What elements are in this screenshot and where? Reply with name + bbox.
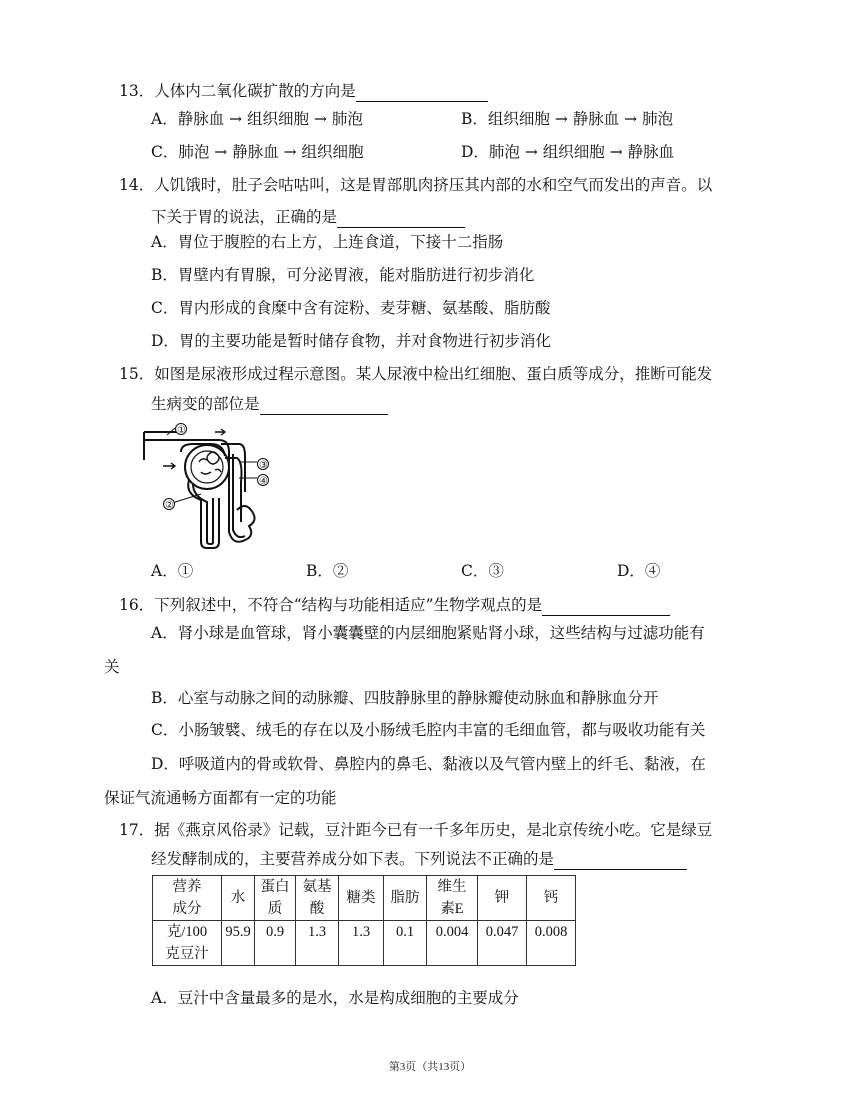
question-17-stem-line1: 17．据《燕京风俗录》记载，豆汁距今已有一千多年历史，是北京传统小吃。它是绿豆 [119, 821, 713, 839]
table-cell: 0.008 [527, 921, 576, 966]
question-14-text: 下关于胃的说法，正确的是 [151, 208, 338, 226]
table-row-label: 克/100 克豆汁 [153, 921, 222, 966]
question-14-stem-line1: 14．人饥饿时，肚子会咕咕叫，这是胃部肌肉挤压其内部的水和空气而发出的声音。以 [119, 176, 713, 194]
question-15-text: 生病变的部位是 [151, 395, 260, 413]
option-c: C．小肠皱襞、绒毛的存在以及小肠绒毛腔内丰富的毛细血管，都与吸收功能有关 [151, 721, 706, 739]
table-cell: 0.9 [255, 921, 296, 966]
table-cell: 95.9 [222, 921, 255, 966]
table-header-cell: 氨基 酸 [296, 876, 339, 921]
option-b: B．心室与动脉之间的动脉瓣、四肢静脉里的静脉瓣使动脉血和静脉血分开 [151, 689, 659, 707]
label-1: ① [177, 425, 186, 436]
question-13-text: 13．人体内二氧化碳扩散的方向是 [119, 82, 356, 100]
answer-blank [542, 598, 670, 616]
table-header-cell: 糖类 [339, 876, 384, 921]
table-header-row [153, 876, 576, 921]
table-header-cell: 水 [222, 876, 255, 921]
answer-blank [554, 852, 687, 870]
table-cell: 0.004 [427, 921, 478, 966]
option-d-line2: 保证气流通畅方面都有一定的功能 [104, 789, 337, 807]
table-cell: 1.3 [339, 921, 384, 966]
answer-blank [337, 210, 465, 228]
question-14-stem-line2 [151, 206, 465, 228]
table-header-cell: 营养 成分 [153, 876, 222, 921]
answer-blank [260, 397, 388, 415]
question-15-stem-line2 [151, 393, 388, 415]
option-b: B．② [306, 562, 349, 580]
urine-formation-diagram [141, 422, 291, 552]
option-d-line1: D．呼吸道内的骨或软骨、鼻腔内的鼻毛、黏液以及气管内壁上的纤毛、黏液，在 [151, 755, 706, 773]
table-header-cell: 蛋白 质 [255, 876, 296, 921]
table-cell: 0.1 [384, 921, 427, 966]
table-cell: 0.047 [478, 921, 527, 966]
option-d: D．④ [617, 562, 661, 580]
option-a: A．豆汁中含量最多的是水，水是构成细胞的主要成分 [151, 989, 519, 1007]
option-a: A．胃位于腹腔的右上方，上连食道，下接十二指肠 [151, 233, 504, 251]
table-header-cell: 钾 [478, 876, 527, 921]
question-13-options-row1 [0, 108, 860, 130]
option-c: C．肺泡 → 静脉血 → 组织细胞 [151, 143, 364, 161]
table-header-cell: 维生 素E [427, 876, 478, 921]
page-footer: 第3页（共13页） [388, 1061, 472, 1073]
question-17-stem-line2 [151, 848, 687, 870]
table-header-cell: 脂肪 [384, 876, 427, 921]
table-cell: 1.3 [296, 921, 339, 966]
option-d: D．胃的主要功能是暂时储存食物，并对食物进行初步消化 [151, 332, 551, 350]
option-b: B．组织细胞 → 静脉血 → 肺泡 [461, 110, 674, 128]
answer-blank [356, 84, 488, 102]
option-a-line2: 关 [104, 658, 120, 676]
nutrition-table [152, 875, 576, 966]
label-2: ② [165, 500, 174, 511]
option-c: C．胃内形成的食糜中含有淀粉、麦芽糖、氨基酸、脂肪酸 [151, 299, 551, 317]
option-c: C．③ [461, 562, 504, 580]
option-a: A．① [151, 562, 194, 580]
question-17-text: 经发酵制成的，主要营养成分如下表。下列说法不正确的是 [151, 850, 555, 868]
option-a: A．静脉血 → 组织细胞 → 肺泡 [151, 110, 363, 128]
question-13-stem [119, 80, 488, 102]
question-16-text: 16．下列叙述中，不符合“结构与功能相适应”生物学观点的是 [119, 596, 543, 614]
label-4: ④ [259, 476, 268, 487]
table-row [153, 921, 576, 966]
label-3: ③ [259, 460, 268, 471]
question-13-options-row2 [0, 141, 860, 163]
option-d: D．肺泡 → 组织细胞 → 静脉血 [461, 143, 675, 161]
table-header-cell: 钙 [527, 876, 576, 921]
question-15-options [0, 560, 860, 582]
question-15-stem-line1: 15．如图是尿液形成过程示意图。某人尿液中检出红细胞、蛋白质等成分，推断可能发 [119, 365, 713, 383]
option-a-line1: A．肾小球是血管球，肾小囊囊壁的内层细胞紧贴肾小球，这些结构与过滤功能有 [151, 624, 705, 642]
question-16-stem [119, 594, 670, 616]
option-b: B．胃壁内有胃腺，可分泌胃液，能对脂肪进行初步消化 [151, 266, 535, 284]
